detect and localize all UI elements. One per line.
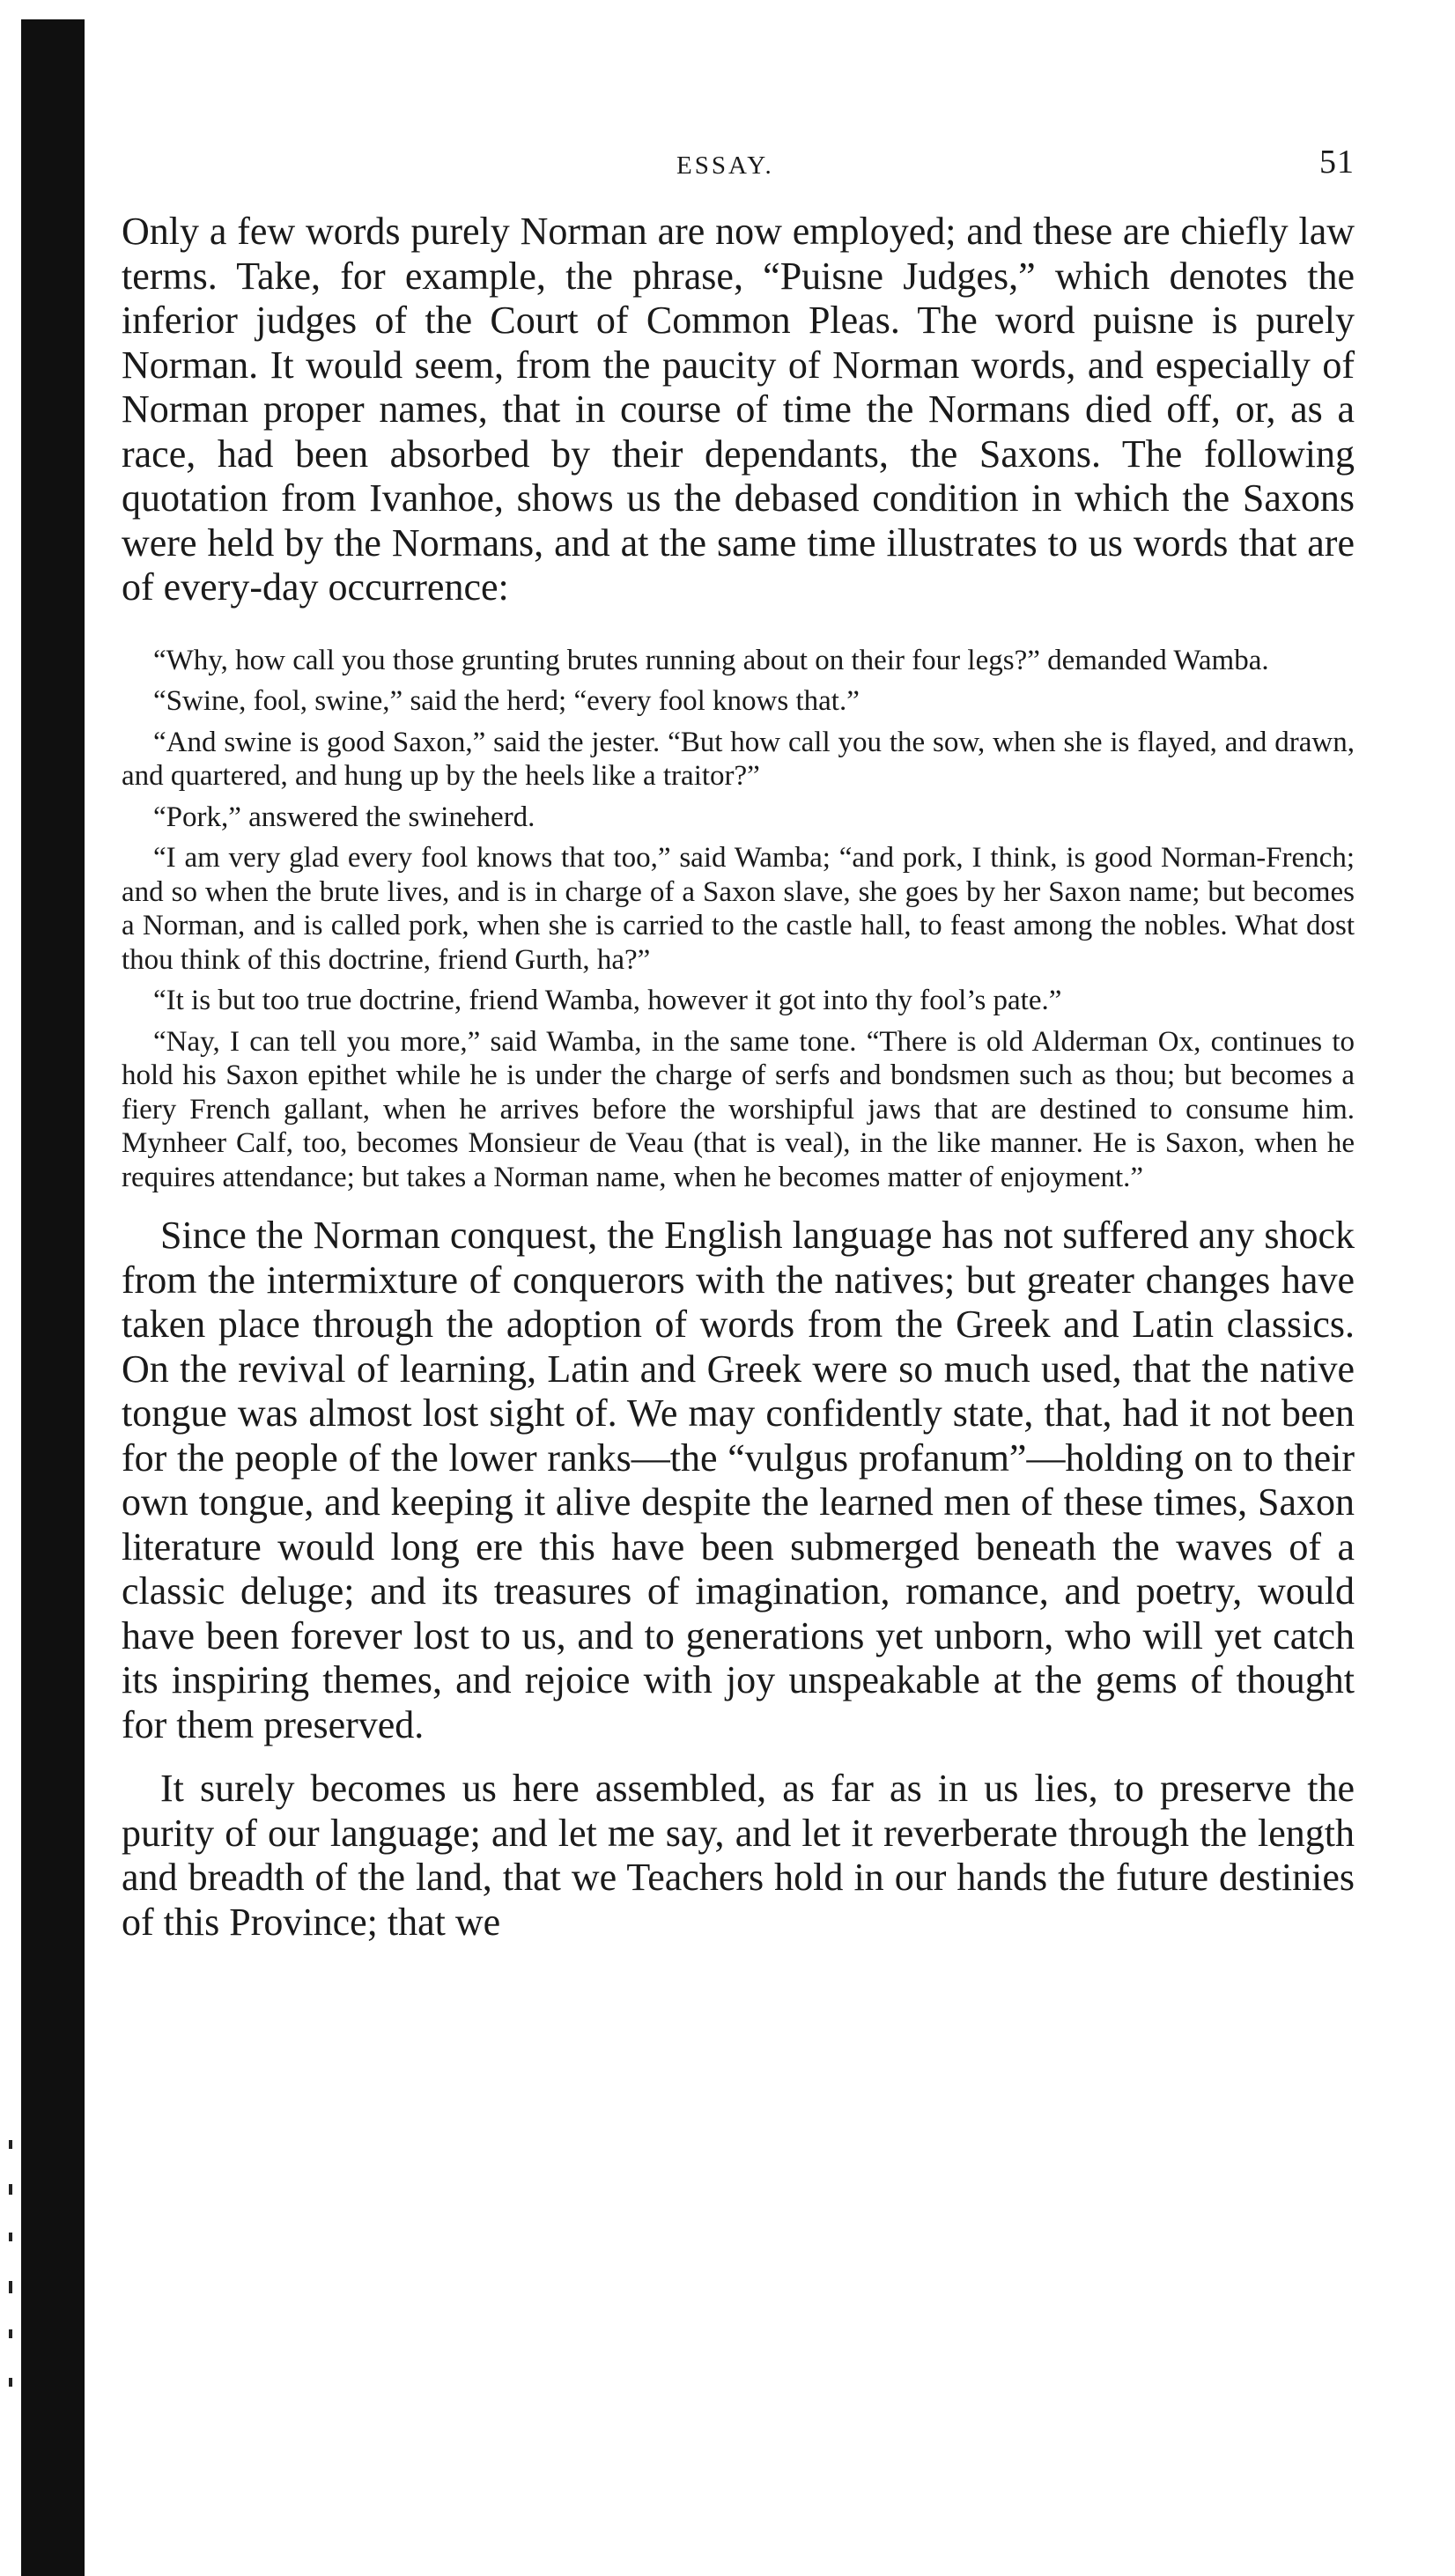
- quote-paragraph: “I am very glad every fool knows that too,” said Wamba; “and pork, I think, is good Norman-French; and so when the brute lives, and is in charge of a Saxon slave, she goes by her Saxon name; but becomes a Norman, and is called pork, when she is carried to the castle hall, to feast among the nobles. What dost thou think of this doctrine, friend Gurth, ha?”: [122, 842, 1355, 976]
- margin-mark: [9, 2184, 12, 2195]
- margin-mark: [9, 2329, 12, 2338]
- running-head: [122, 141, 1355, 194]
- body-paragraph: Only a few words purely Norman are now employed; and these are chiefly law terms. Take, for example, the phrase, “Puisne Judges,” which denotes the inferior judges of the Court of Common Pleas. The word puisne is purely Norman. It would seem, from the paucity of Norman words, and especially of Norman proper names, that in course of time the Normans died off, or, as a race, had been absorbed by their dependants, the Saxons. The following quotation from Ivanhoe, shows us the debased condition in which the Saxons were held by the Normans, and at the same time illustrates to us words that are of every-day occurrence:: [122, 210, 1355, 609]
- running-title: ESSAY.: [676, 151, 774, 180]
- quote-paragraph: “Why, how call you those grunting brutes running about on their four legs?” demanded Wamba.: [153, 644, 1269, 676]
- quote-paragraph: “And swine is good Saxon,” said the jester. “But how call you the sow, when she is flayed, and drawn, and quartered, and hung up by the heels like a traitor?”: [122, 726, 1355, 792]
- page-number: 51: [1319, 144, 1355, 181]
- margin-mark: [9, 2140, 12, 2149]
- book-binding-edge: [21, 19, 85, 2576]
- page-content: [122, 141, 1355, 1945]
- quote-paragraph: “Swine, fool, swine,” said the herd; “every fool knows that.”: [153, 685, 860, 717]
- margin-mark: [9, 2281, 12, 2293]
- ivanhoe-quotation: [122, 644, 1355, 1195]
- quote-paragraph: “It is but too true doctrine, friend Wamba, however it got into thy fool’s pate.”: [153, 985, 1062, 1016]
- quote-paragraph: “Pork,” answered the swineherd.: [153, 801, 535, 833]
- body-paragraph: Since the Norman conquest, the English language has not suffered any shock from the intermixture of conquerors with the natives; but greater changes have taken place through the adoption of words from the Greek and Latin classics. On the revival of learning, Latin and Greek were so much used, that the native tongue was almost lost sight of. We may confidently state, that, had it not been for the people of the lower ranks—the “vulgus profanum”—holding on to their own tongue, and keeping it alive despite the learned men of these times, Saxon literature would long ere this have been submerged beneath the waves of a classic deluge; and its treasures of imagination, romance, and poetry, would have been forever lost to us, and to generations yet unborn, who will yet catch its inspiring themes, and rejoice with joy unspeakable at the gems of thought for them preserved.: [122, 1214, 1355, 1746]
- margin-mark: [9, 2233, 12, 2241]
- quote-paragraph: “Nay, I can tell you more,” said Wamba, in the same tone. “There is old Alderman Ox, continues to hold his Saxon epithet while he is under the charge of serfs and bondsmen such as thou; but becomes a fiery French gallant, when he arrives before the worshipful jaws that are destined to consume him. Mynheer Calf, too, becomes Monsieur de Veau (that is veal), in the like manner. He is Saxon, when he requires attendance; but takes a Norman name, when he becomes matter of enjoyment.”: [122, 1025, 1355, 1193]
- margin-mark: [9, 2378, 12, 2387]
- body-paragraph: It surely becomes us here assembled, as far as in us lies, to preserve the purity of our language; and let me say, and let it reverberate through the length and breadth of the land, that we Teachers hold in our hands the future destinies of this Province; that we: [122, 1767, 1355, 1944]
